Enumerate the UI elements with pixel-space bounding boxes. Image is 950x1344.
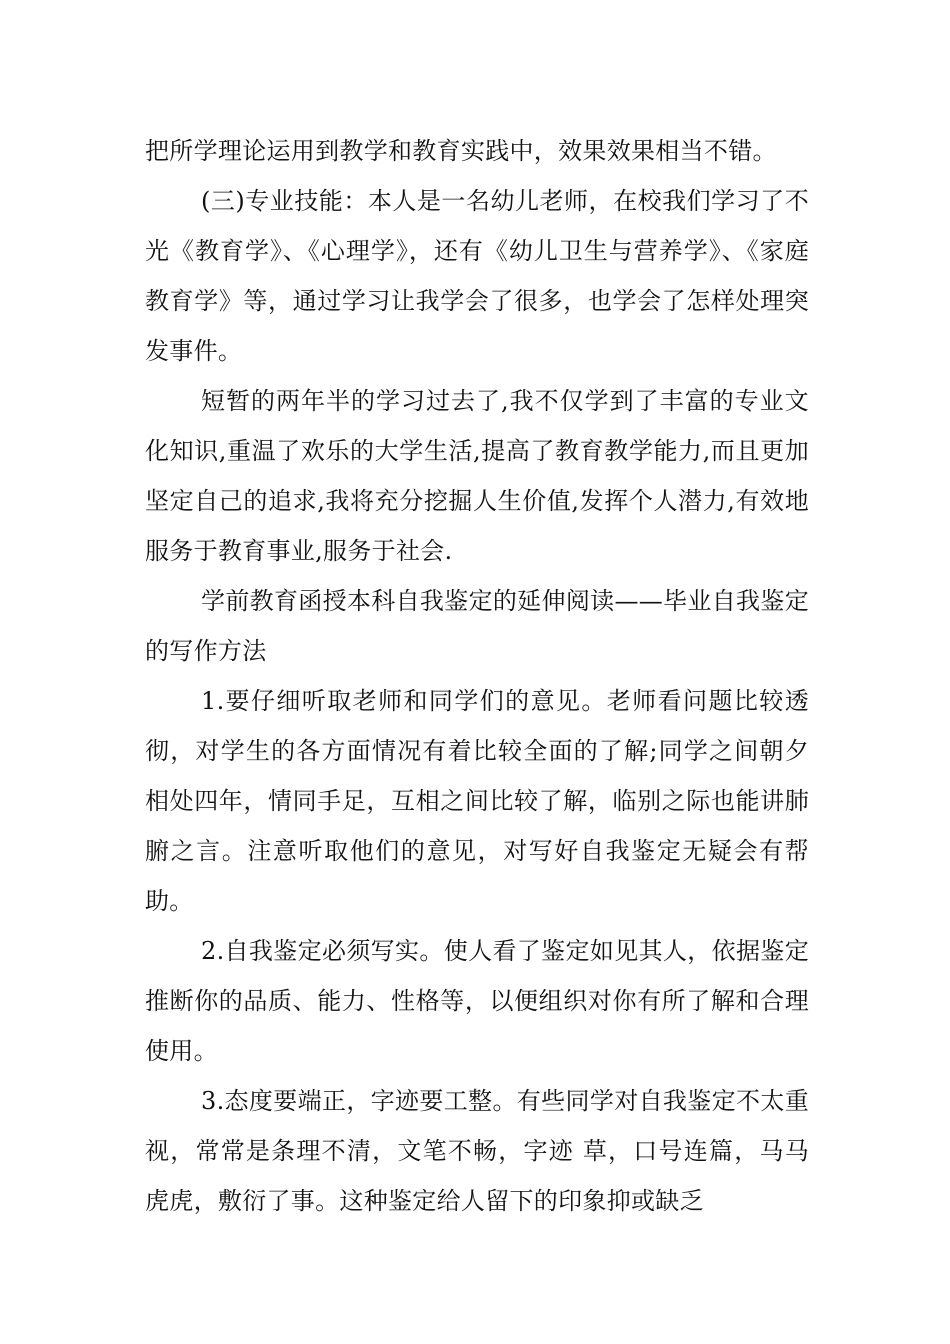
paragraph-method-1: 1.要仔细听取老师和同学们的意见。老师看问题比较透彻，对学生的各方面情况有着比较全面的了解;同学之间朝夕相处四年，情同手足，互相之间比较了解，临别之际也能讲肺腑之言。注意听取他们的意见，对写好自我鉴定无疑会有帮助。	[145, 687, 809, 915]
paragraph-method-3: 3.态度要端正，字迹要工整。有些同学对自我鉴定不太重视，常常是条理不清，文笔不畅，字迹 草，口号连篇，马马虎虎，敷衍了事。这种鉴定给人留下的印象抑或缺乏	[145, 1087, 809, 1215]
paragraph-extended-reading-heading: 学前教育函授本科自我鉴定的延伸阅读——毕业自我鉴定的写作方法	[145, 587, 809, 665]
document-body	[145, 126, 809, 1226]
paragraph-summary: 短暂的两年半的学习过去了,我不仅学到了丰富的专业文化知识,重温了欢乐的大学生活,提高了教育教学能力,而且更加坚定自己的追求,我将充分挖掘人生价值,发挥个人潜力,有效地服务于教育事业,服务于社会.	[145, 387, 809, 565]
paragraph-continuation: 把所学理论运用到教学和教育实践中，效果效果相当不错。	[145, 137, 777, 165]
paragraph-professional-skills: (三)专业技能：本人是一名幼儿老师，在校我们学习了不光《教育学》、《心理学》，还有《幼儿卫生与营养学》、《家庭教育学》等，通过学习让我学会了很多，也学会了怎样处理突发事件。	[145, 187, 809, 365]
paragraph-method-2: 2.自我鉴定必须写实。使人看了鉴定如见其人，依据鉴定推断你的品质、能力、性格等，以便组织对你有所了解和合理使用。	[145, 937, 809, 1065]
